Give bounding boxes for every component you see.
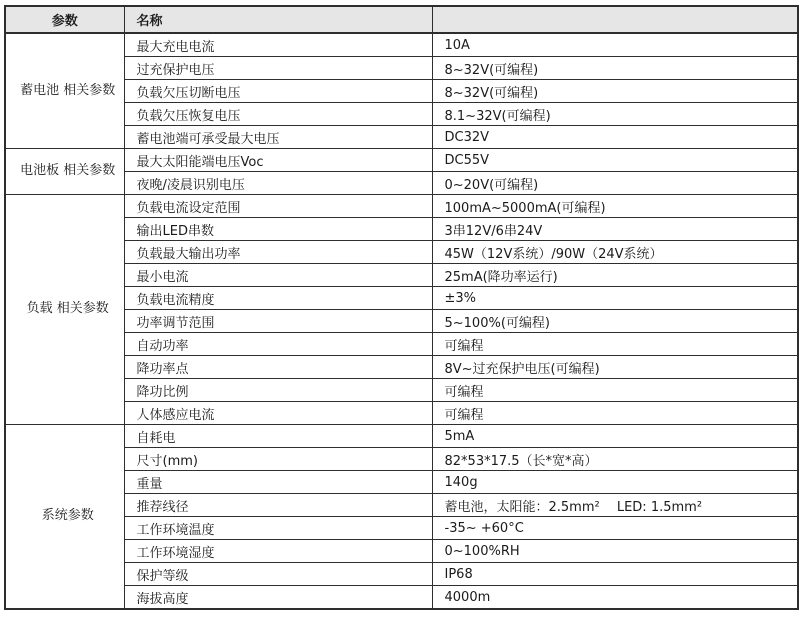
table-row bbox=[5, 126, 798, 149]
spec-name: 功率调节范围 bbox=[124, 310, 432, 333]
table-row bbox=[5, 241, 798, 264]
spec-value: 8V~过充保护电压(可编程) bbox=[432, 356, 798, 379]
spec-name: 推荐线径 bbox=[124, 494, 432, 517]
spec-name: 保护等级 bbox=[124, 563, 432, 586]
spec-value: 可编程 bbox=[432, 333, 798, 356]
spec-name: 蓄电池端可承受最大电压 bbox=[124, 126, 432, 149]
header-name: 名称 bbox=[124, 6, 432, 33]
table-row bbox=[5, 540, 798, 563]
spec-value: 5mA bbox=[432, 425, 798, 448]
table-row bbox=[5, 264, 798, 287]
spec-value: 8~32V(可编程) bbox=[432, 57, 798, 80]
spec-value: 可编程 bbox=[432, 402, 798, 425]
spec-name: 负载最大输出功率 bbox=[124, 241, 432, 264]
spec-name: 输出LED串数 bbox=[124, 218, 432, 241]
spec-value: DC32V bbox=[432, 126, 798, 149]
table-row bbox=[5, 471, 798, 494]
table-row bbox=[5, 333, 798, 356]
spec-value: 140g bbox=[432, 471, 798, 494]
header-value bbox=[432, 6, 798, 33]
spec-name: 人体感应电流 bbox=[124, 402, 432, 425]
table-row bbox=[5, 517, 798, 540]
table-row bbox=[5, 149, 798, 172]
group-label-system: 系统参数 bbox=[5, 425, 124, 610]
spec-name: 负载欠压恢复电压 bbox=[124, 103, 432, 126]
table-row bbox=[5, 33, 798, 57]
spec-value: 45W（12V系统）/90W（24V系统） bbox=[432, 241, 798, 264]
spec-value: -35~ +60°C bbox=[432, 517, 798, 540]
table-row bbox=[5, 103, 798, 126]
spec-name: 最小电流 bbox=[124, 264, 432, 287]
table-row bbox=[5, 218, 798, 241]
spec-name: 尺寸(mm) bbox=[124, 448, 432, 471]
spec-name: 夜晚/凌晨识别电压 bbox=[124, 172, 432, 195]
spec-table bbox=[4, 5, 799, 610]
spec-value: 5~100%(可编程) bbox=[432, 310, 798, 333]
spec-value: 0~20V(可编程) bbox=[432, 172, 798, 195]
table-row bbox=[5, 494, 798, 517]
spec-value: 可编程 bbox=[432, 379, 798, 402]
spec-value: 4000m bbox=[432, 586, 798, 610]
spec-value: 3串12V/6串24V bbox=[432, 218, 798, 241]
table-row bbox=[5, 57, 798, 80]
spec-name: 负载欠压切断电压 bbox=[124, 80, 432, 103]
spec-name: 负载电流精度 bbox=[124, 287, 432, 310]
table-row bbox=[5, 402, 798, 425]
group-label-load: 负载 相关参数 bbox=[5, 195, 124, 425]
header-row bbox=[5, 6, 798, 33]
spec-name: 负载电流设定范围 bbox=[124, 195, 432, 218]
spec-value: 100mA~5000mA(可编程) bbox=[432, 195, 798, 218]
spec-value: 8.1~32V(可编程) bbox=[432, 103, 798, 126]
table-row bbox=[5, 172, 798, 195]
spec-value: 8~32V(可编程) bbox=[432, 80, 798, 103]
spec-name: 自动功率 bbox=[124, 333, 432, 356]
table-row bbox=[5, 586, 798, 610]
spec-name: 过充保护电压 bbox=[124, 57, 432, 80]
table-row bbox=[5, 310, 798, 333]
spec-name: 重量 bbox=[124, 471, 432, 494]
spec-name: 自耗电 bbox=[124, 425, 432, 448]
spec-name: 最大充电电流 bbox=[124, 33, 432, 57]
table-row bbox=[5, 195, 798, 218]
table-row bbox=[5, 425, 798, 448]
spec-value: 0~100%RH bbox=[432, 540, 798, 563]
spec-name: 工作环境湿度 bbox=[124, 540, 432, 563]
table-row bbox=[5, 448, 798, 471]
spec-name: 最大太阳能端电压Voc bbox=[124, 149, 432, 172]
spec-value: 82*53*17.5（长*宽*高） bbox=[432, 448, 798, 471]
table-row bbox=[5, 287, 798, 310]
header-param: 参数 bbox=[5, 6, 124, 33]
spec-name: 降功比例 bbox=[124, 379, 432, 402]
group-label-panel: 电池板 相关参数 bbox=[5, 149, 124, 195]
group-label-battery: 蓄电池 相关参数 bbox=[5, 33, 124, 149]
spec-value: 25mA(降功率运行) bbox=[432, 264, 798, 287]
table-row bbox=[5, 379, 798, 402]
spec-value: 10A bbox=[432, 33, 798, 57]
spec-name: 海拔高度 bbox=[124, 586, 432, 610]
spec-value: ±3% bbox=[432, 287, 798, 310]
table-row bbox=[5, 563, 798, 586]
spec-value: DC55V bbox=[432, 149, 798, 172]
spec-value: 蓄电池，太阳能：2.5mm² LED: 1.5mm² bbox=[432, 494, 798, 517]
spec-value: IP68 bbox=[432, 563, 798, 586]
spec-name: 工作环境温度 bbox=[124, 517, 432, 540]
table-row bbox=[5, 356, 798, 379]
table-row bbox=[5, 80, 798, 103]
spec-name: 降功率点 bbox=[124, 356, 432, 379]
